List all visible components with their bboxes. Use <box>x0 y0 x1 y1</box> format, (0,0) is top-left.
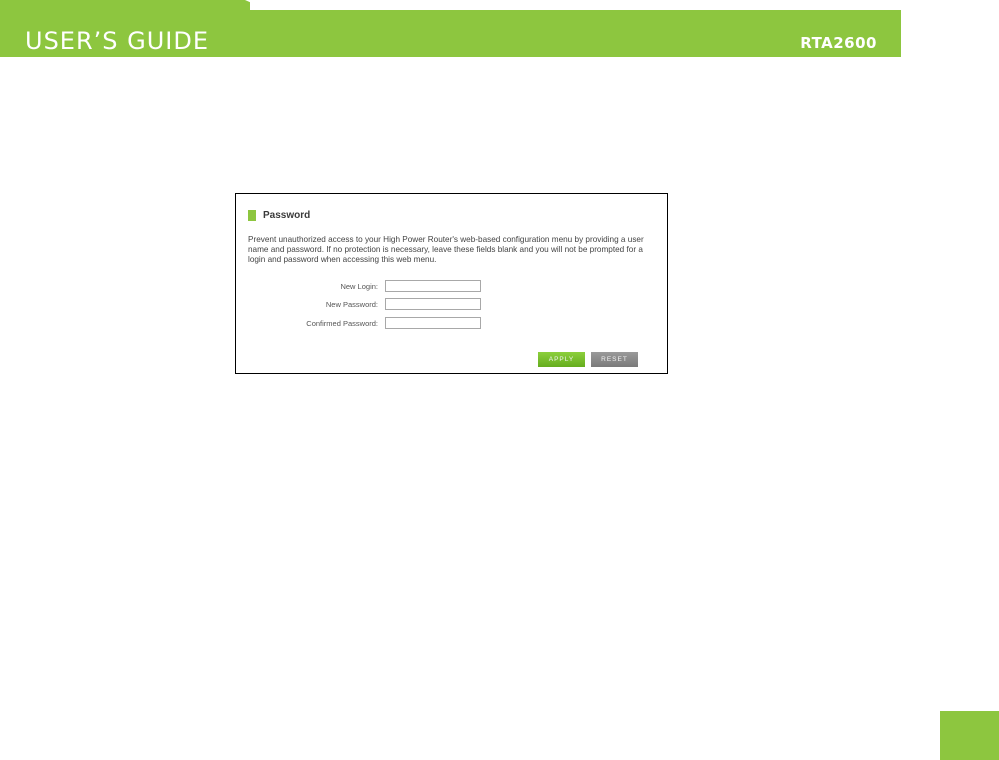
new-login-row <box>236 280 667 294</box>
new-login-input[interactable] <box>385 280 481 292</box>
confirmed-password-row <box>236 317 667 331</box>
header-banner <box>0 10 901 57</box>
new-password-row <box>236 298 667 312</box>
confirmed-password-input[interactable] <box>385 317 481 329</box>
guide-title: USER’S GUIDE <box>25 27 210 55</box>
section-marker-icon <box>248 210 256 221</box>
panel-description: Prevent unauthorized access to your High Power Router's web-based configuration menu by providing a user name and password. If no protection is necessary, leave these fields blank and you will not be prompted for a login and password when accessing this web menu. <box>248 235 644 264</box>
confirmed-password-label: Confirmed Password: <box>306 319 378 328</box>
new-login-label: New Login: <box>340 282 378 291</box>
new-password-input[interactable] <box>385 298 481 310</box>
apply-button[interactable]: APPLY <box>538 352 585 367</box>
reset-button[interactable]: RESET <box>591 352 638 367</box>
page-corner-tab <box>940 711 999 760</box>
model-name: RTA2600 <box>800 34 877 52</box>
panel-title: Password <box>263 210 311 221</box>
password-settings-screenshot <box>235 193 668 374</box>
panel-header <box>248 210 310 221</box>
new-password-label: New Password: <box>325 300 378 309</box>
